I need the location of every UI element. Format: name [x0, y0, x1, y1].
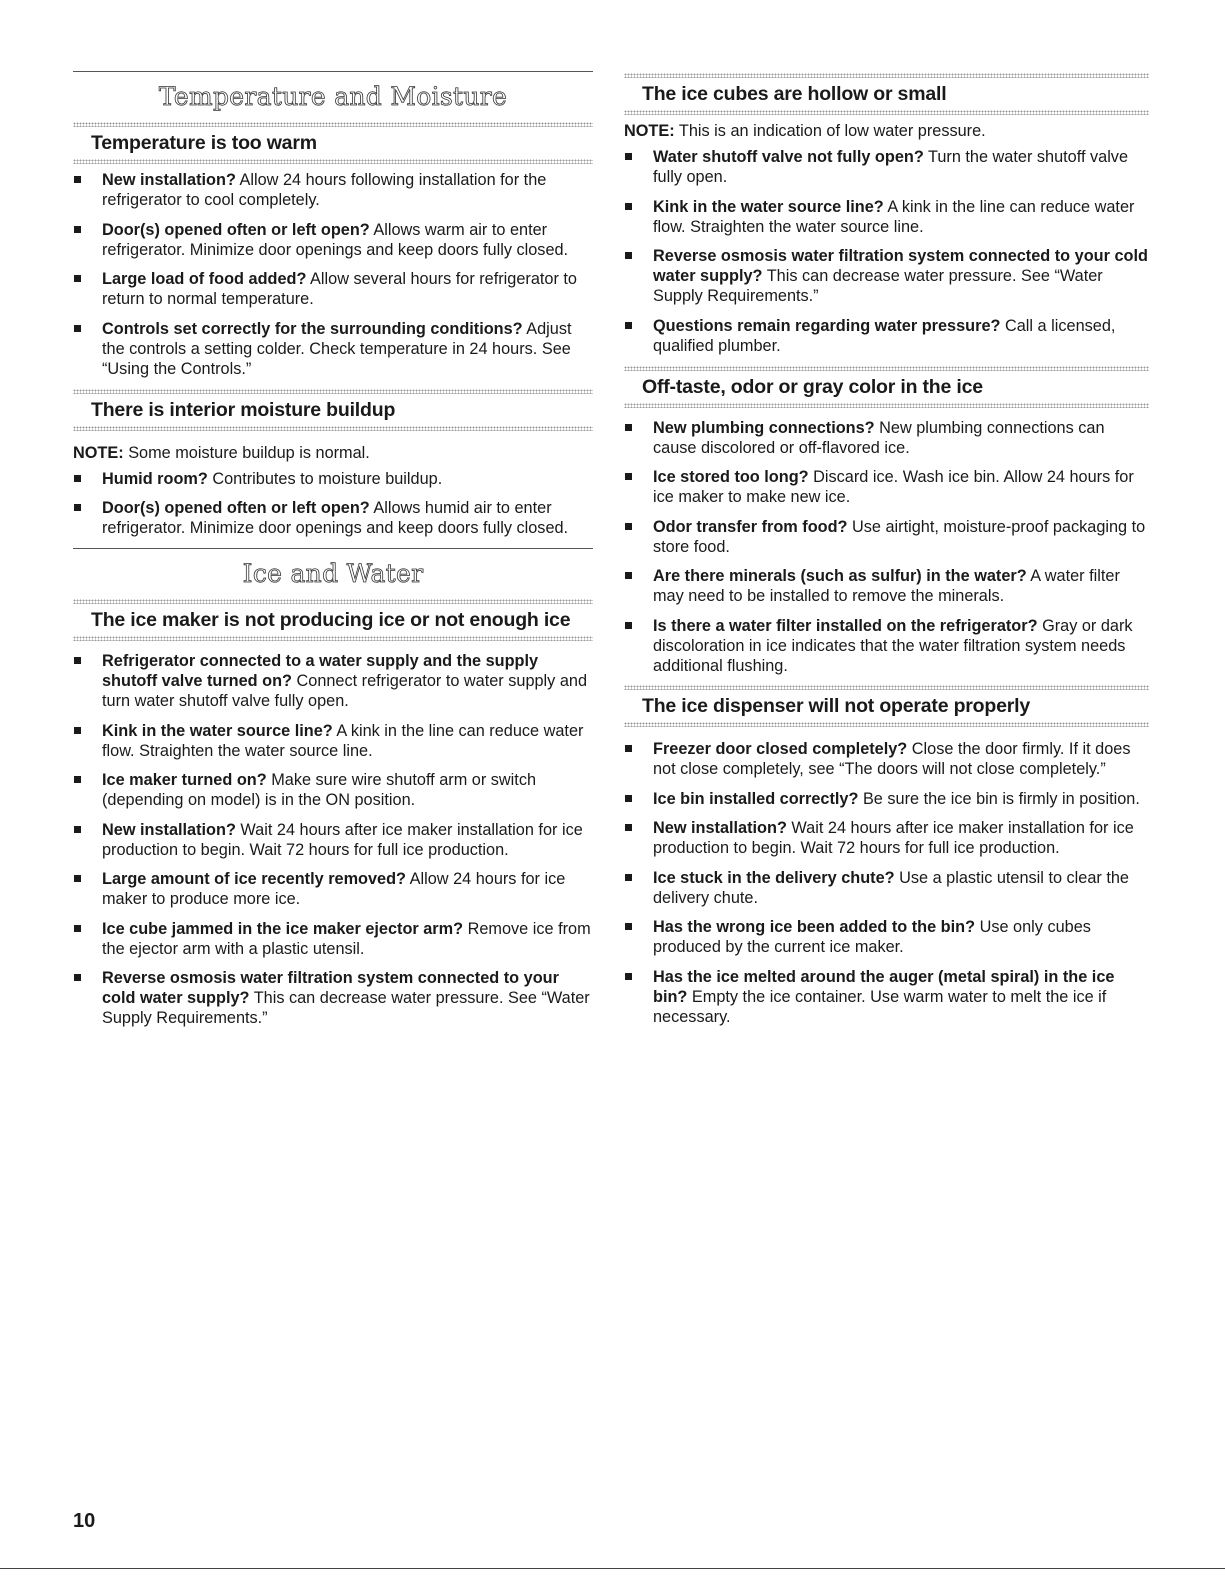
note-text: This is an indication of low water pressure.: [678, 122, 986, 140]
subhead-temperature-too-warm: Temperature is too warm: [91, 132, 317, 154]
square-bullet-icon: [625, 523, 632, 530]
list-item: [73, 820, 593, 860]
square-bullet-icon: [74, 226, 81, 233]
list-item: [73, 869, 593, 909]
list-item: [624, 517, 1149, 557]
item-question: Reverse osmosis water filtration system connected to your cold water supply?: [102, 969, 559, 1007]
list-item: [624, 147, 1149, 187]
ice-maker-list: [73, 651, 593, 1028]
moisture-list: [73, 469, 593, 539]
list-item: [73, 968, 593, 1028]
list-item: [624, 197, 1149, 237]
square-bullet-icon: [74, 325, 81, 332]
item-answer: A kink in the line can reduce water flow. Straighten the water source line.: [653, 197, 1135, 236]
note-label: NOTE:: [624, 122, 675, 140]
item-answer: Allows humid air to enter refrigerator. Minimize door openings and keep doors fully closed.: [102, 499, 569, 537]
square-bullet-icon: [625, 923, 632, 930]
dotted-rule: [73, 426, 593, 431]
item-question: Ice cube jammed in the ice maker ejector arm?: [102, 919, 464, 938]
item-answer: Allows warm air to enter refrigerator. Minimize door openings and keep doors fully closed.: [102, 220, 569, 259]
item-question: Door(s) opened often or left open?: [102, 499, 370, 517]
list-item: [624, 467, 1149, 507]
list-item: [624, 316, 1149, 356]
list-item: [624, 566, 1149, 606]
note-text: Some moisture buildup is normal.: [128, 443, 370, 462]
list-item: [624, 868, 1149, 908]
square-bullet-icon: [625, 745, 632, 752]
item-question: Humid room?: [102, 469, 208, 488]
item-answer: A water filter may need to be installed to remove the minerals.: [653, 567, 1120, 605]
list-item: [73, 469, 593, 489]
dotted-rule: [624, 403, 1149, 408]
list-item: [624, 967, 1149, 1027]
item-question: Are there minerals (such as sulfur) in the water?: [653, 567, 1027, 585]
list-item: [624, 418, 1149, 458]
item-answer: Use a plastic utensil to clear the delivery chute.: [653, 868, 1129, 907]
list-item: [624, 789, 1149, 809]
square-bullet-icon: [625, 203, 632, 210]
subhead-hollow-cubes: The ice cubes are hollow or small: [642, 83, 947, 105]
item-question: Kink in the water source line?: [653, 197, 884, 216]
list-item: [73, 170, 593, 210]
square-bullet-icon: [625, 824, 632, 831]
item-answer: Contributes to moisture buildup.: [212, 469, 443, 488]
item-question: New plumbing connections?: [653, 418, 875, 437]
right-column: [624, 0, 1149, 1036]
list-item: [73, 220, 593, 260]
dotted-rule: [624, 110, 1149, 115]
square-bullet-icon: [625, 572, 632, 579]
item-question: Controls set correctly for the surrounding conditions?: [102, 319, 523, 338]
square-bullet-icon: [74, 826, 81, 833]
item-question: Ice stuck in the delivery chute?: [653, 868, 895, 887]
dotted-rule: [73, 159, 593, 164]
list-item: [73, 319, 593, 379]
square-bullet-icon: [625, 622, 632, 629]
item-answer: Make sure wire shutoff arm or switch (depending on model) is in the ON position.: [102, 771, 537, 809]
item-answer: Be sure the ice bin is firmly in position.: [862, 789, 1140, 808]
hollow-list: [624, 147, 1149, 356]
note-label: NOTE:: [73, 443, 124, 462]
item-answer: Use only cubes produced by the current ice maker.: [653, 918, 1091, 956]
item-question: Reverse osmosis water filtration system connected to your cold water supply?: [653, 247, 1148, 285]
item-answer: A kink in the line can reduce water flow. Straighten the water source line.: [102, 721, 584, 760]
list-item: [73, 721, 593, 761]
square-bullet-icon: [74, 657, 81, 664]
item-answer: This can decrease water pressure. See “Water Supply Requirements.”: [653, 267, 1103, 305]
item-answer: Remove ice from the ejector arm with a plastic utensil.: [102, 919, 591, 958]
item-answer: Adjust the controls a setting colder. Check temperature in 24 hours. See “Using the Controls.”: [102, 319, 572, 378]
item-answer: Wait 24 hours after ice maker installation for ice production to begin. Wait 72 hours for full ice production.: [653, 819, 1134, 857]
item-question: New installation?: [102, 171, 236, 189]
list-item: [73, 651, 593, 711]
item-answer: Allow 24 hours for ice maker to produce more ice.: [102, 870, 566, 908]
item-answer: Allow several hours for refrigerator to return to normal temperature.: [102, 270, 577, 308]
item-answer: Use airtight, moisture-proof packaging to store food.: [653, 517, 1146, 556]
item-question: Water shutoff valve not fully open?: [653, 148, 924, 166]
item-question: Ice maker turned on?: [102, 771, 267, 789]
item-answer: Discard ice. Wash ice bin. Allow 24 hours for ice maker to make new ice.: [653, 468, 1134, 506]
list-item: [624, 246, 1149, 306]
item-question: New installation?: [653, 819, 787, 837]
square-bullet-icon: [74, 974, 81, 981]
square-bullet-icon: [625, 795, 632, 802]
page-number: 10: [73, 1510, 96, 1532]
square-bullet-icon: [74, 176, 81, 183]
square-bullet-icon: [74, 875, 81, 882]
item-answer: Turn the water shutoff valve fully open.: [653, 148, 1129, 186]
square-bullet-icon: [74, 727, 81, 734]
list-item: [73, 498, 593, 538]
item-question: Odor transfer from food?: [653, 517, 848, 536]
list-item: [73, 269, 593, 309]
item-answer: Gray or dark discoloration in ice indicates that the water filtration system needs additional flushing.: [653, 616, 1133, 675]
item-answer: Allow 24 hours following installation for the refrigerator to cool completely.: [102, 171, 547, 209]
left-column: [73, 0, 593, 1038]
item-answer: This can decrease water pressure. See “Water Supply Requirements.”: [102, 989, 590, 1027]
item-answer: New plumbing connections can cause discolored or off-flavored ice.: [653, 418, 1105, 457]
section-title-temperature-moisture: Temperature and Moisture: [158, 82, 508, 111]
off-taste-list: [624, 418, 1149, 676]
item-answer: Call a licensed, qualified plumber.: [653, 316, 1116, 355]
subhead-dispenser: The ice dispenser will not operate properly: [642, 695, 1030, 717]
list-item: [73, 919, 593, 959]
square-bullet-icon: [625, 424, 632, 431]
square-bullet-icon: [74, 925, 81, 932]
square-bullet-icon: [625, 252, 632, 259]
list-item: [624, 739, 1149, 779]
note-moisture: [73, 443, 593, 463]
subhead-moisture-buildup: There is interior moisture buildup: [91, 398, 396, 421]
item-question: Ice bin installed correctly?: [653, 789, 859, 808]
square-bullet-icon: [625, 874, 632, 881]
list-item: [624, 818, 1149, 858]
dotted-rule: [624, 722, 1149, 727]
item-question: Door(s) opened often or left open?: [102, 220, 370, 239]
item-answer: Wait 24 hours after ice maker installation for ice production to begin. Wait 72 hours for full ice production.: [102, 820, 583, 859]
square-bullet-icon: [625, 153, 632, 160]
item-question: Has the wrong ice been added to the bin?: [653, 918, 976, 936]
item-question: Is there a water filter installed on the refrigerator?: [653, 616, 1038, 635]
item-answer: Empty the ice container. Use warm water to melt the ice if necessary.: [653, 987, 1107, 1026]
item-question: Refrigerator connected to a water supply and the supply shutoff valve turned on?: [102, 652, 539, 690]
list-item: [73, 770, 593, 810]
subhead-ice-maker: The ice maker is not producing ice or not enough ice: [91, 609, 571, 631]
dotted-rule: [73, 636, 593, 641]
item-question: Ice stored too long?: [653, 468, 809, 486]
temperature-warm-list: [73, 170, 593, 379]
item-question: New installation?: [102, 820, 236, 839]
note-hollow: [624, 121, 1149, 141]
item-question: Kink in the water source line?: [102, 721, 333, 740]
item-question: Has the ice melted around the auger (metal spiral) in the ice bin?: [653, 967, 1115, 1006]
item-answer: Connect refrigerator to water supply and turn water shutoff valve fully open.: [102, 672, 588, 710]
square-bullet-icon: [625, 973, 632, 980]
square-bullet-icon: [625, 322, 632, 329]
square-bullet-icon: [74, 776, 81, 783]
item-question: Questions remain regarding water pressure?: [653, 316, 1001, 335]
section-title-ice-water: Ice and Water: [242, 559, 424, 588]
item-answer: Close the door firmly. If it does not close completely, see “The doors will not close completely.”: [653, 740, 1131, 778]
item-question: Large load of food added?: [102, 270, 307, 288]
square-bullet-icon: [74, 475, 81, 482]
item-question: Freezer door closed completely?: [653, 740, 908, 758]
bottom-rule: [0, 1568, 1225, 1569]
square-bullet-icon: [625, 473, 632, 480]
subhead-off-taste: Off-taste, odor or gray color in the ice: [642, 375, 983, 398]
square-bullet-icon: [74, 504, 81, 511]
list-item: [624, 616, 1149, 676]
item-question: Large amount of ice recently removed?: [102, 870, 407, 888]
dispenser-list: [624, 739, 1149, 1027]
square-bullet-icon: [74, 275, 81, 282]
list-item: [624, 917, 1149, 957]
